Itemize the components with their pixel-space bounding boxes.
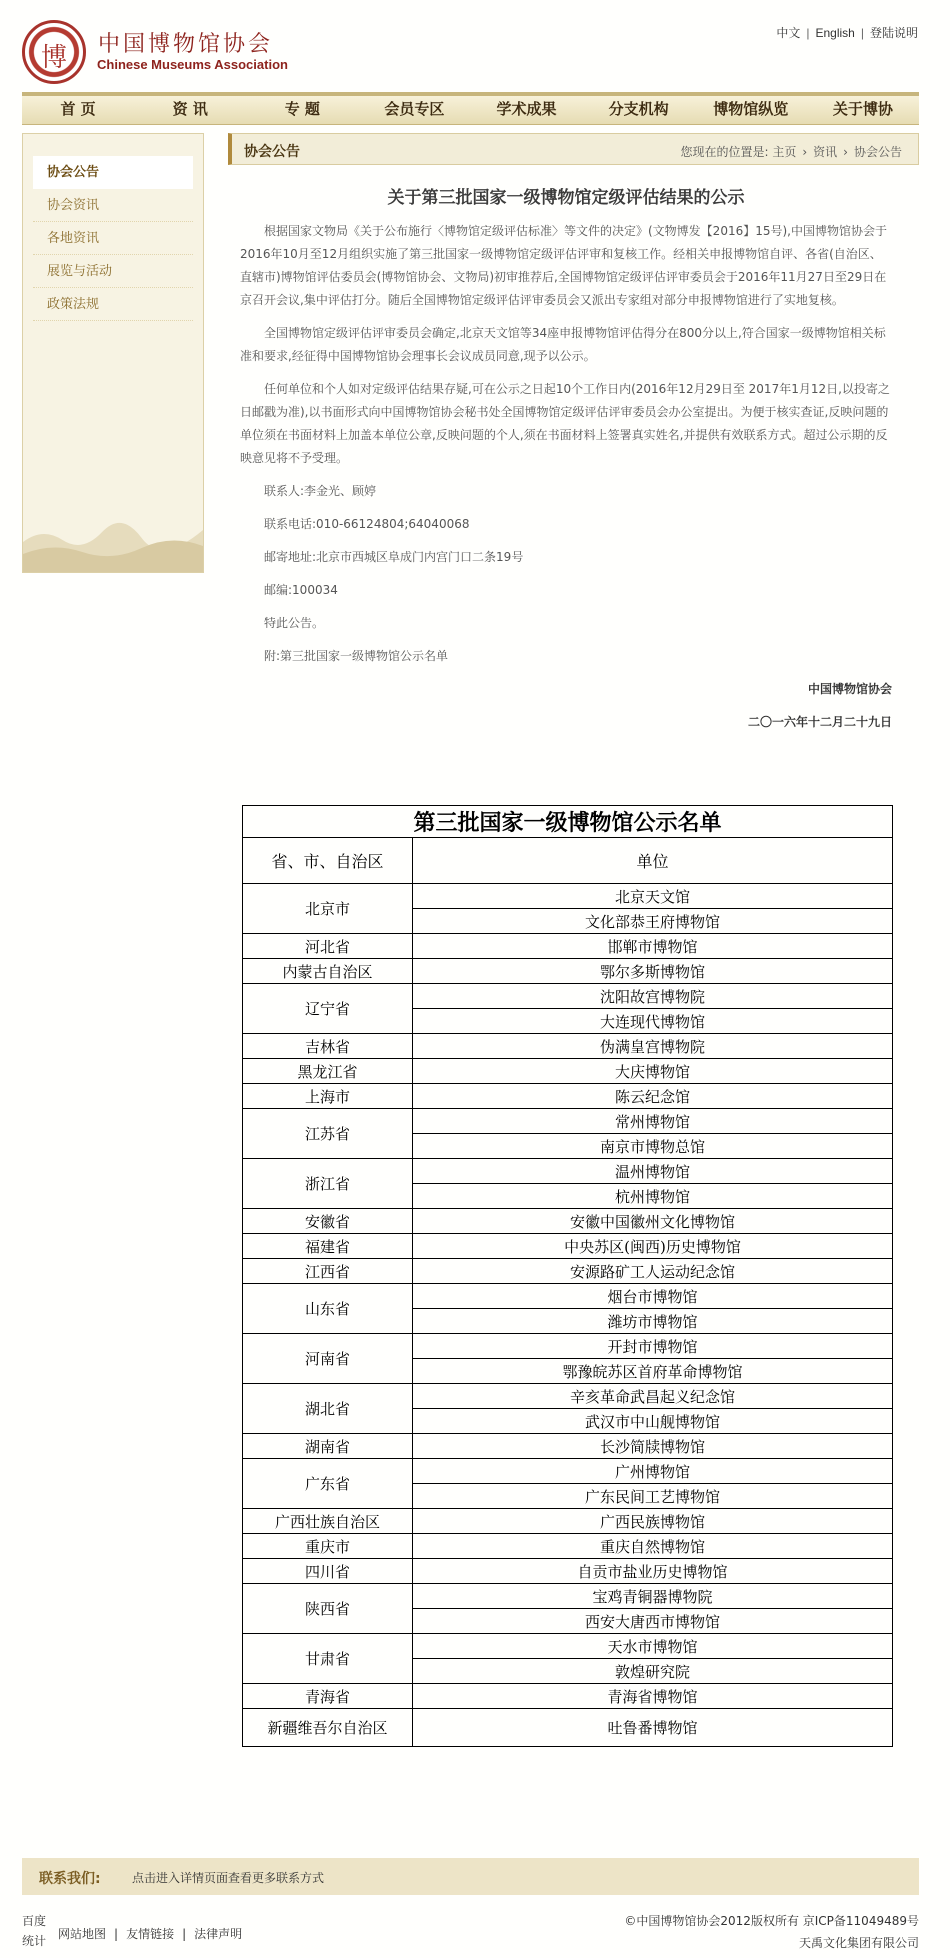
province-cell: 广东省 [243, 1459, 413, 1509]
museum-cell: 大庆博物馆 [413, 1059, 893, 1084]
province-cell: 陕西省 [243, 1584, 413, 1634]
province-cell: 广西壮族自治区 [243, 1509, 413, 1534]
article-paragraph: 根据国家文物局《关于公布施行〈博物馆定级评估标准〉等文件的决定》(文物博发【2016】15号),中国博物馆协会于2016年10月至12月组织实施了第三批国家一级博物馆定级评估评审和复核工作。经相关申报博物馆自评、各省(自治区、直辖市)博物馆评估委员会(博物馆协会、文物局)初审推荐后,全国博物馆定级评估评审委员会于2016年11月27日至29日在京召开会议,集中评估打分。随后全国博物馆定级评估评审委员会又派出专家组对部分申报博物馆进行了实地复核。 [240, 224, 887, 307]
contact-bar [22, 1858, 919, 1895]
province-cell: 山东省 [243, 1284, 413, 1334]
province-cell: 青海省 [243, 1684, 413, 1709]
province-cell: 重庆市 [243, 1534, 413, 1559]
museum-list-table [242, 805, 893, 1747]
nav-members[interactable]: 会员专区 [384, 100, 445, 118]
table-row [243, 959, 893, 984]
museum-cell: 天水市博物馆 [413, 1634, 893, 1659]
province-cell: 安徽省 [243, 1209, 413, 1234]
province-cell: 湖北省 [243, 1384, 413, 1434]
nav-museums[interactable]: 博物馆纵览 [713, 100, 789, 118]
tech-support: 天禹文化集团有限公司 [798, 1936, 919, 1950]
section-title: 协会公告 [244, 144, 300, 160]
login-help-link[interactable]: 登陆说明 [869, 26, 918, 40]
table-row [243, 1084, 893, 1109]
museum-cell: 宝鸡青铜器博物院 [413, 1584, 893, 1609]
sidebar-item-announcements[interactable]: 协会公告 [33, 156, 193, 189]
table-row [243, 1159, 893, 1184]
lang-chinese-link[interactable]: 中文 [776, 26, 801, 40]
breadcrumb-announcements[interactable]: 协会公告 [853, 145, 902, 159]
attachment-note: 附:第三批国家一级博物馆公示名单 [264, 649, 449, 663]
museum-cell: 温州博物馆 [413, 1159, 893, 1184]
table-title: 第三批国家一级博物馆公示名单 [243, 806, 893, 838]
museum-cell: 陈云纪念馆 [413, 1084, 893, 1109]
museum-cell: 广西民族博物馆 [413, 1509, 893, 1534]
province-cell: 河南省 [243, 1334, 413, 1384]
province-cell: 江苏省 [243, 1109, 413, 1159]
sidebar [22, 133, 204, 573]
sidebar-item-association-news[interactable]: 协会资讯 [33, 189, 193, 222]
table-row [243, 1559, 893, 1584]
museum-cell: 常州博物馆 [413, 1109, 893, 1134]
copyright-text: ©中国博物馆协会2012版权所有 京ICP备11049489号 [624, 1914, 919, 1928]
nav-branches[interactable]: 分支机构 [608, 100, 669, 118]
museum-logo-icon[interactable]: 博 [22, 20, 86, 84]
nav-topics[interactable]: 专 题 [284, 100, 320, 118]
breadcrumb: 您现在的位置是: 主页 › 资讯 › 协会公告 [680, 145, 902, 159]
contact-details-link[interactable]: 点击进入详情页面查看更多联系方式 [132, 1871, 325, 1885]
table-row [243, 1709, 893, 1747]
table-row [243, 1284, 893, 1309]
museum-cell: 杭州博物馆 [413, 1184, 893, 1209]
museum-cell: 鄂豫皖苏区首府革命博物馆 [413, 1359, 893, 1384]
museum-cell: 伪满皇宫博物院 [413, 1034, 893, 1059]
table-row [243, 1384, 893, 1409]
table-row [243, 1234, 893, 1259]
footer-links: 网站地图 | 友情链接 | 法律声明 [58, 1927, 243, 1941]
article-paragraph: 全国博物馆定级评估评审委员会确定,北京天文馆等34座申报博物馆评估得分在800分以上,符合国家一级博物馆相关标准和要求,经征得中国博物馆协会理事长会议成员同意,现予以公示。 [240, 326, 886, 363]
museum-cell: 自贡市盐业历史博物馆 [413, 1559, 893, 1584]
province-cell: 四川省 [243, 1559, 413, 1584]
museum-cell: 潍坊市博物馆 [413, 1309, 893, 1334]
article [240, 186, 892, 734]
top-links: 中文 | English | 登陆说明 [776, 26, 918, 40]
sitemap-link[interactable]: 网站地图 [58, 1927, 107, 1941]
museum-cell: 开封市博物馆 [413, 1334, 893, 1359]
province-cell: 黑龙江省 [243, 1059, 413, 1084]
museum-cell: 安源路矿工人运动纪念馆 [413, 1259, 893, 1284]
province-cell: 上海市 [243, 1084, 413, 1109]
province-cell: 甘肃省 [243, 1634, 413, 1684]
nav-home[interactable]: 首 页 [60, 100, 96, 118]
table-row [243, 1459, 893, 1484]
contact-phone: 联系电话:010-66124804;64040068 [264, 517, 470, 531]
province-cell: 浙江省 [243, 1159, 413, 1209]
museum-cell: 西安大唐西市博物馆 [413, 1609, 893, 1634]
sidebar-item-exhibitions[interactable]: 展览与活动 [33, 255, 193, 288]
article-paragraph: 任何单位和个人如对定级评估结果存疑,可在公示之日起10个工作日内(2016年12月29日至 2017年1月12日,以投寄之日邮戳为准),以书面形式向中国博物馆协会秘书处全国博物馆定级评估评审委员会办公室提出。为便于核实查证,反映问题的单位须在书面材料上加盖本单位公章,反映问题的个人,须在书面材料上签署真实姓名,并提供有效联系方式。超过公示期的反映意见将不予受理。 [240, 382, 890, 465]
lang-english-link[interactable]: English [815, 26, 855, 40]
museum-cell: 北京天文馆 [413, 884, 893, 909]
table-row [243, 1034, 893, 1059]
province-cell: 内蒙古自治区 [243, 959, 413, 984]
breadcrumb-news[interactable]: 资讯 [813, 145, 838, 159]
signature: 中国博物馆协会 [807, 682, 892, 696]
museum-cell: 文化部恭王府博物馆 [413, 909, 893, 934]
contact-label: 联系我们: [39, 1871, 101, 1887]
table-row [243, 1109, 893, 1134]
table-row [243, 1684, 893, 1709]
copyright [624, 1910, 919, 1954]
province-cell: 辽宁省 [243, 984, 413, 1034]
museum-cell: 辛亥革命武昌起义纪念馆 [413, 1384, 893, 1409]
museum-cell: 重庆自然博物馆 [413, 1534, 893, 1559]
table-row [243, 1634, 893, 1659]
nav-about[interactable]: 关于博协 [832, 100, 893, 118]
legal-link[interactable]: 法律声明 [194, 1927, 243, 1941]
notice-closing: 特此公告。 [264, 616, 325, 630]
sidebar-item-policies[interactable]: 政策法规 [33, 288, 193, 321]
museum-cell: 中央苏区(闽西)历史博物馆 [413, 1234, 893, 1259]
province-cell: 河北省 [243, 934, 413, 959]
postal-code: 邮编:100034 [264, 583, 338, 597]
museum-cell: 武汉市中山舰博物馆 [413, 1409, 893, 1434]
museum-cell: 烟台市博物馆 [413, 1284, 893, 1309]
breadcrumb-bar [228, 133, 919, 165]
museum-cell: 长沙简牍博物馆 [413, 1434, 893, 1459]
museum-cell: 沈阳故宫博物院 [413, 984, 893, 1009]
province-cell: 吉林省 [243, 1034, 413, 1059]
province-cell: 北京市 [243, 884, 413, 934]
table-row [243, 1334, 893, 1359]
table-row [243, 1509, 893, 1534]
friend-links-link[interactable]: 友情链接 [126, 1927, 175, 1941]
footer [22, 1907, 919, 1957]
table-row [243, 984, 893, 1009]
breadcrumb-home[interactable]: 主页 [772, 145, 797, 159]
museum-cell: 南京市博物总馆 [413, 1134, 893, 1159]
museum-cell: 大连现代博物馆 [413, 1009, 893, 1034]
contact-person: 联系人:李金光、顾婷 [264, 484, 377, 498]
table-row [243, 1259, 893, 1284]
mailing-address: 邮寄地址:北京市西城区阜成门内宫门口二条19号 [264, 550, 524, 564]
province-cell: 江西省 [243, 1259, 413, 1284]
sidebar-item-local-news[interactable]: 各地资讯 [33, 222, 193, 255]
signature-date: 二〇一六年十二月二十九日 [747, 715, 892, 729]
museum-cell: 广东民间工艺博物馆 [413, 1484, 893, 1509]
table-row [243, 934, 893, 959]
site-header [0, 0, 950, 92]
museum-cell: 青海省博物馆 [413, 1684, 893, 1709]
museum-cell: 广州博物馆 [413, 1459, 893, 1484]
province-cell: 福建省 [243, 1234, 413, 1259]
brand-name-cn: 中国博物馆协会 [98, 32, 274, 57]
museum-cell: 鄂尔多斯博物馆 [413, 959, 893, 984]
baidu-stats-link[interactable]: 百度统计 [22, 1914, 47, 1948]
museum-cell: 安徽中国徽州文化博物馆 [413, 1209, 893, 1234]
table-row [243, 884, 893, 909]
main-nav [22, 92, 919, 125]
table-row [243, 1059, 893, 1084]
museum-cell: 敦煌研究院 [413, 1659, 893, 1684]
table-row [243, 1434, 893, 1459]
mountain-decoration-icon [23, 502, 203, 572]
province-cell: 湖南省 [243, 1434, 413, 1459]
column-header-unit: 单位 [413, 838, 893, 884]
column-header-province: 省、市、自治区 [243, 838, 413, 884]
table-row [243, 1584, 893, 1609]
province-cell: 新疆维吾尔自治区 [243, 1709, 413, 1747]
nav-news[interactable]: 资 讯 [172, 100, 208, 118]
museum-cell: 邯郸市博物馆 [413, 934, 893, 959]
museum-cell: 吐鲁番博物馆 [413, 1709, 893, 1747]
brand-name-en: Chinese Museums Association [97, 57, 288, 72]
article-title: 关于第三批国家一级博物馆定级评估结果的公示 [387, 188, 745, 208]
table-row [243, 1534, 893, 1559]
nav-academic[interactable]: 学术成果 [496, 100, 557, 118]
table-row [243, 1209, 893, 1234]
